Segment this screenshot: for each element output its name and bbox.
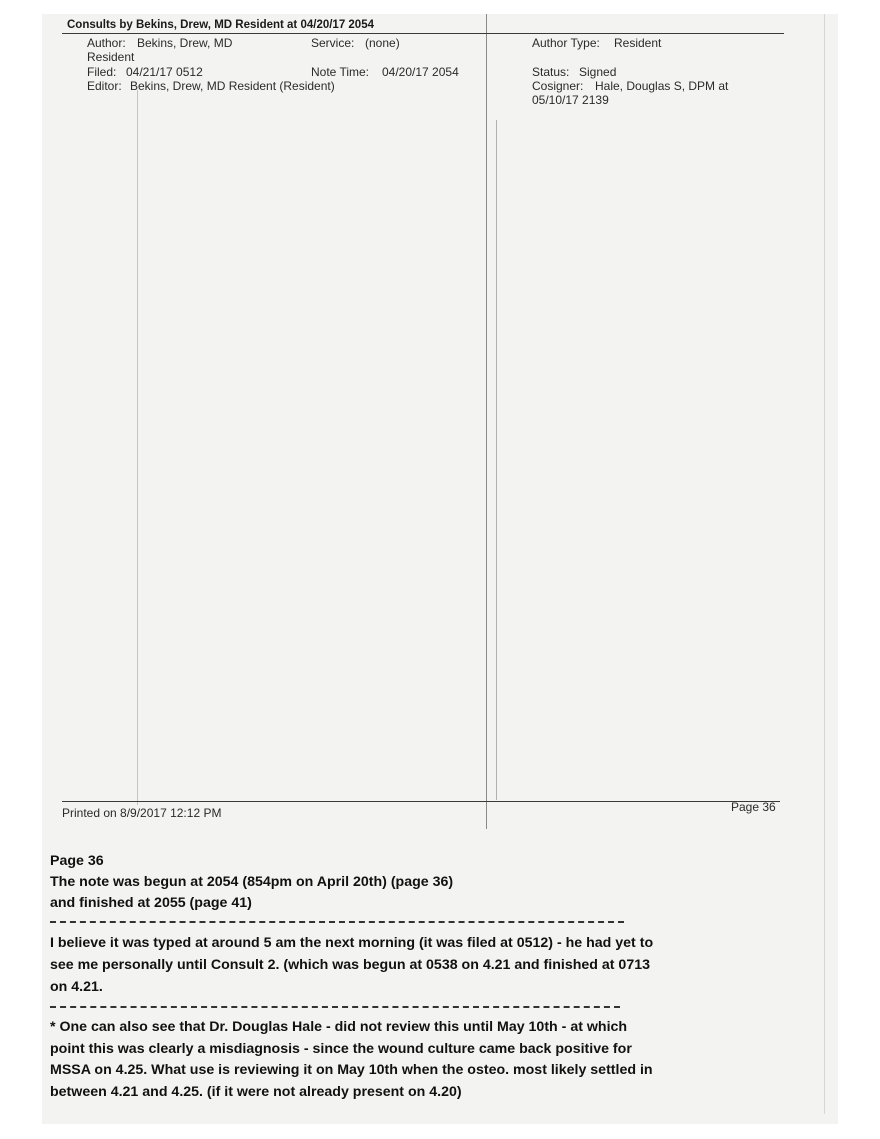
column-divider-right <box>824 14 825 1114</box>
annotation-paragraph-3-line-4: between 4.21 and 4.25. (if it were not already present on 4.20) <box>50 1084 462 1100</box>
dashed-separator-2 <box>50 1006 620 1008</box>
service-label: Service: <box>311 36 355 50</box>
annotation-page-heading: Page 36 <box>50 853 104 869</box>
annotation-line-1: The note was begun at 2054 (854pm on April 20th) (page 36) <box>50 874 454 890</box>
document-title: Consults by Bekins, Drew, MD Resident at 04/20/17 2054 <box>67 19 374 31</box>
dashed-separator-1 <box>50 921 624 923</box>
status-value: Signed <box>579 65 617 79</box>
author-value-cont: Resident <box>87 50 135 64</box>
author-type-label: Author Type: <box>532 36 600 50</box>
annotation-paragraph-2-line-1: I believe it was typed at around 5 am the next morning (it was filed at 0512) - he had yet to <box>50 935 654 951</box>
column-divider-center <box>486 14 487 829</box>
header-rule <box>62 33 784 34</box>
annotation-paragraph-2-line-3: on 4.21. <box>50 979 103 995</box>
author-type-value: Resident <box>614 36 662 50</box>
editor-value: Bekins, Drew, MD Resident (Resident) <box>130 79 335 93</box>
annotation-paragraph-3-line-3: MSSA on 4.25. What use is reviewing it on May 10th when the osteo. most likely settled in <box>50 1062 653 1078</box>
status-label: Status: <box>532 65 570 79</box>
column-divider-center-2 <box>496 120 497 800</box>
cosigner-value: Hale, Douglas S, DPM at <box>595 79 729 93</box>
annotation-paragraph-3-line-1: * One can also see that Dr. Douglas Hale - did not review this until May 10th - at which <box>50 1019 628 1035</box>
author-label: Author: <box>87 36 126 50</box>
column-divider-left <box>137 90 138 805</box>
note-time-value: 04/20/17 2054 <box>382 65 459 79</box>
editor-label: Editor: <box>87 79 122 93</box>
page-number: Page 36 <box>731 800 776 814</box>
service-value: (none) <box>365 36 400 50</box>
footer-rule <box>62 801 780 802</box>
cosigner-value-cont: 05/10/17 2139 <box>532 93 609 107</box>
annotation-line-2: and finished at 2055 (page 41) <box>50 895 252 911</box>
filed-value: 04/21/17 0512 <box>126 65 203 79</box>
note-time-label: Note Time: <box>311 65 370 79</box>
annotation-paragraph-2-line-2: see me personally until Consult 2. (which was begun at 0538 on 4.21 and finished at 0713 <box>50 957 650 973</box>
printed-timestamp: Printed on 8/9/2017 12:12 PM <box>62 806 222 820</box>
cosigner-label: Cosigner: <box>532 79 584 93</box>
filed-label: Filed: <box>87 65 117 79</box>
author-value: Bekins, Drew, MD <box>137 36 233 50</box>
annotation-paragraph-3-line-2: point this was clearly a misdiagnosis - since the wound culture came back positive for <box>50 1041 632 1057</box>
